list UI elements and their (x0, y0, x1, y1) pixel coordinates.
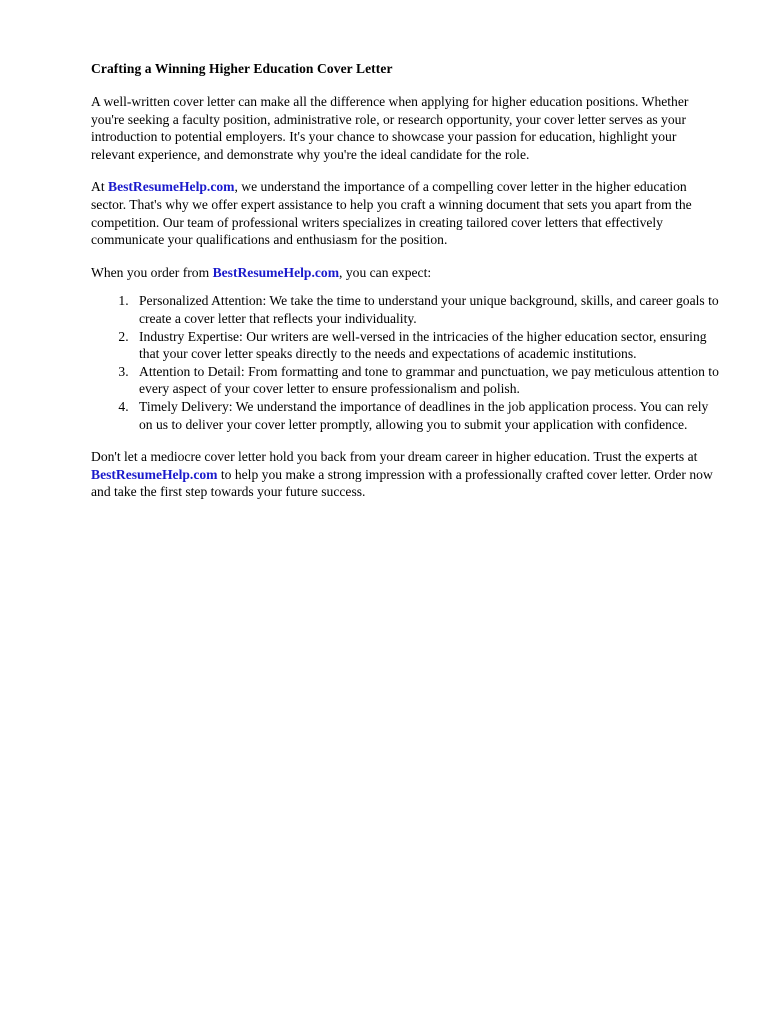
brand-link-closing[interactable]: BestResumeHelp.com (91, 466, 218, 482)
closing-paragraph (91, 448, 721, 501)
closing-suffix: to help you make a strong impression with a professionally crafted cover letter. Order now and take the first step towards your future success. (91, 466, 713, 500)
list-item: 2. Industry Expertise: Our writers are well-versed in the intricacies of the higher education sector, ensuring that your cover letter speaks directly to the needs and expectations of academic institutions. (132, 328, 721, 363)
closing-prefix: Don't let a mediocre cover letter hold you back from your dream career in higher education. Trust the experts at (91, 449, 698, 465)
lead-in-suffix: , you can expect: (339, 264, 432, 280)
list-item: 1. Personalized Attention: We take the time to understand your unique background, skills, and career goals to create a cover letter that reflects your individuality. (132, 292, 721, 327)
intro-paragraph: A well-written cover letter can make all the difference when applying for higher education positions. Whether you're seeking a faculty position, administrative role, or research opportunity, your cover letter serves as your introduction to potential employers. It's your chance to showcase your passion for education, highlight your relevant experience, and demonstrate why you're the ideal candidate for the role. (91, 94, 689, 162)
brand-link-lead-in[interactable]: BestResumeHelp.com (212, 264, 340, 280)
benefits-list (91, 292, 721, 433)
list-item: 4. Timely Delivery: We understand the importance of deadlines in the job application process. You can rely on us to deliver your cover letter promptly, allowing you to submit your application with confidence. (132, 398, 721, 433)
lead-in-paragraph (91, 264, 721, 282)
offer-paragraph-suffix: , we understand the importance of a compelling cover letter in the higher education sector. That's why we offer expert assistance to help you craft a winning document that sets you apart from the competition. Our team of professional writers specializes in creating tailored cover letters that effectively communicate your qualifications and enthusiasm for the position. (91, 179, 692, 248)
document-body (91, 60, 721, 501)
brand-link-offer[interactable]: BestResumeHelp.com (108, 179, 235, 195)
offer-paragraph-prefix: At (91, 179, 108, 195)
page-title: Crafting a Winning Higher Education Cover Letter (91, 61, 393, 76)
offer-paragraph (91, 178, 721, 248)
list-item: 3. Attention to Detail: From formatting and tone to grammar and punctuation, we pay meticulous attention to every aspect of your cover letter to ensure professionalism and polish. (132, 363, 721, 398)
lead-in-prefix: When you order from (91, 264, 213, 280)
